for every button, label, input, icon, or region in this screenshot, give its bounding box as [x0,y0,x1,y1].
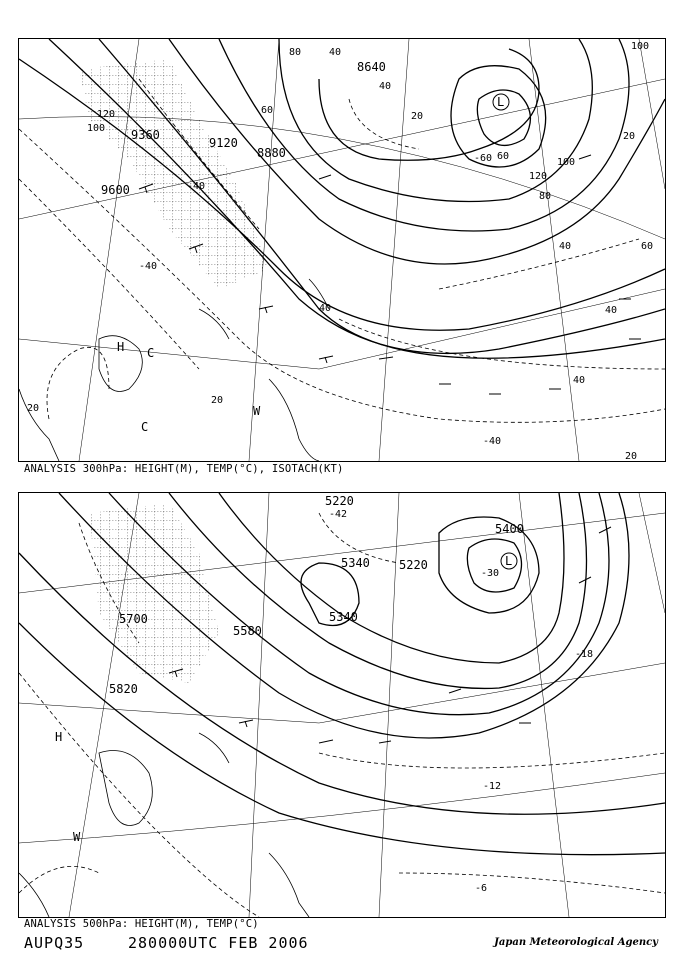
height-label-5700: 5700 [119,612,148,626]
isotach-label: 20 [211,395,224,406]
temp-label: -60 [474,153,493,164]
height-label-9360: 9360 [131,128,160,142]
isotach-label: 40 [329,47,342,58]
height-label-5400: 5400 [495,522,524,536]
isotach-label: 20 [623,131,636,142]
isotach-label: 40 [605,305,618,316]
warm-center-label: W [73,830,81,844]
cold-center-label: C [141,420,149,434]
isotach-label: 40 [573,375,586,386]
temp-label: -18 [575,649,594,660]
isotach-label: 60 [261,105,274,116]
agency-name: Japan Meteorological Agency [494,937,658,948]
height-label-5820: 5820 [109,682,138,696]
isotach-label: 20 [27,403,40,414]
temp-label: -42 [329,509,348,520]
height-label-9120: 9120 [209,136,238,150]
height-label-8640: 8640 [357,60,386,74]
isotach-label: 100 [631,41,650,52]
height-label-5220: 5220 [399,558,428,572]
height-label-5340: 5340 [341,556,370,570]
analysis-300hpa-chart [18,38,666,462]
isotach-label: 20 [411,111,424,122]
analysis-500hpa-chart [18,492,666,918]
temp-label: -40 [139,261,158,272]
temp-label: -6 [475,883,488,894]
isotach-label: 80 [289,47,302,58]
map-500hpa [19,493,665,917]
temp-label: -40 [187,181,206,192]
height-label-5340: 5340 [329,610,358,624]
isotach-label: 120 [529,171,548,182]
coastlines [19,279,332,461]
coastlines [19,733,309,917]
isotach-label: 20 [625,451,638,461]
height-label-8880: 8880 [257,146,286,160]
caption-500hpa: ANALYSIS 500hPa: HEIGHT(M), TEMP(°C) [24,918,259,930]
map-300hpa [19,39,665,461]
isotach-label: 40 [379,81,392,92]
temp-label: -40 [483,436,502,447]
analysis-time: 280000UTC FEB 2006 [128,934,309,952]
height-label-9600: 9600 [101,183,130,197]
isotach-label: 80 [539,191,552,202]
isotach-label: 60 [497,151,510,162]
warm-center-label: W [253,404,261,418]
caption-300hpa: ANALYSIS 300hPa: HEIGHT(M), TEMP(°C), ISOTACH(KT) [24,463,344,475]
isotach-label: 40 [559,241,572,252]
isotach-label: 100 [87,123,106,134]
low-center-label: L [497,95,505,109]
high-center-label: H [117,340,125,354]
isotach-label: 60 [641,241,654,252]
cold-center-label: C [147,346,155,360]
height-label-5220: 5220 [325,494,354,508]
isotach-label: 100 [557,157,576,168]
temp-label: -30 [481,568,500,579]
isotach-label: 40 [319,303,332,314]
isotach-label: 120 [97,109,116,120]
height-label-5580: 5580 [233,624,262,638]
low-center-label: L [505,554,513,568]
bulletin-code: AUPQ35 [24,934,85,952]
temp-label: -12 [483,781,502,792]
high-center-label: H [55,730,63,744]
